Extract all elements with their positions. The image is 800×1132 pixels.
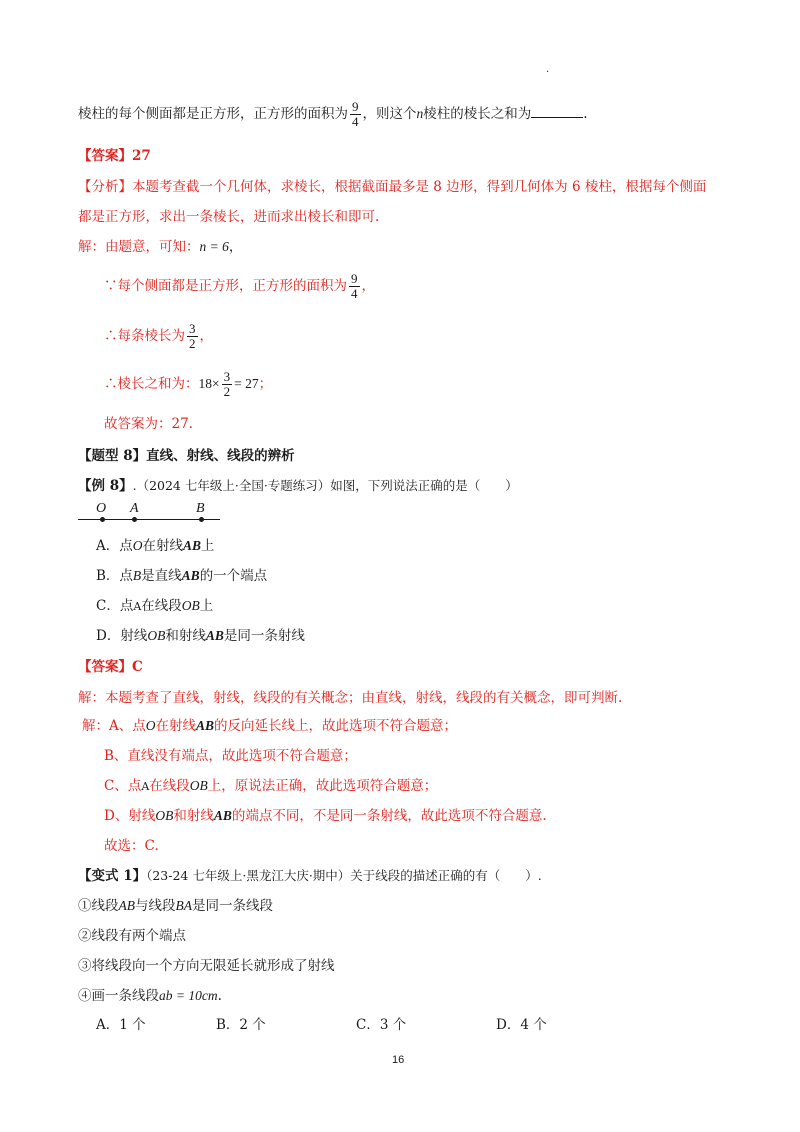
option-d: D．射线OB和射线AB是同一条射线	[96, 628, 305, 644]
answer-label: 【答案】27	[78, 148, 151, 164]
analysis-line-2: 都是正方形，求出一条棱长，进而求出棱长和即可.	[78, 209, 380, 225]
solution-step-2	[104, 318, 213, 354]
solution-2-c: C、点A在线段OB上，原说法正确，故此选项符合题意；	[104, 778, 438, 794]
example-8-question	[78, 476, 518, 496]
variant-text: （23-24 七年级上·黑龙江大庆·期中）关于线段的描述正确的有（ ）.	[146, 868, 542, 883]
line-figure	[78, 502, 228, 528]
fraction-9-4: $\frac{9}{4}$	[352, 99, 359, 129]
example-text: .（2024 七年级上·全国·专题练习）如图，下列说法正确的是（ ）	[132, 478, 518, 493]
question-end: .	[583, 106, 588, 122]
option-b: B．点B是直线AB的一个端点	[96, 568, 268, 584]
variant-label: 【变式 1】	[78, 868, 147, 884]
solution-step-3	[104, 366, 272, 402]
statement-3: ③将线段向一个方向无限延长就形成了射线	[78, 958, 335, 974]
step3-end: ；	[258, 376, 273, 392]
var-n: n	[416, 106, 424, 121]
solution-2-intro: 解：本题考查了直线，射线，线段的有关概念；由直线，射线，线段的有关概念，即可判断.	[78, 690, 623, 706]
option-c: C．点A在线段OB上	[96, 598, 214, 614]
statement-1: ①线段AB与线段BA是同一条线段	[78, 898, 273, 914]
step1-end: ，	[361, 278, 375, 294]
answer-blank	[531, 105, 583, 118]
variant-1-question	[78, 866, 542, 886]
solution-2-b: B、直线没有端点，故此选项不符合题意；	[104, 748, 357, 764]
fraction-9-4: $\frac{9}{4}$	[351, 271, 358, 301]
solution-2-final: 故选：C.	[104, 838, 159, 854]
sum-expression: 18× $\frac{3}{2}$ = 27	[198, 369, 259, 400]
question-tail	[78, 96, 588, 132]
question-text-mid: ，则这个	[362, 106, 417, 122]
top-mark: .	[546, 64, 550, 75]
step2-text: ∴每条棱长为	[104, 328, 185, 344]
point-a-dot	[132, 517, 137, 522]
analysis-line-1: 【分析】本题考查截一个几何体，求棱长，根据截面最多是 8 边形，得到几何体为 6 棱柱，根据每个侧面	[78, 179, 707, 195]
point-b-label: B	[196, 501, 205, 516]
choice-c: C．3 个	[356, 1017, 407, 1033]
solution-final: 故答案为：27.	[104, 416, 193, 432]
point-o-dot	[100, 517, 105, 522]
n-equation: n = 6	[199, 239, 229, 254]
step3-text: ∴棱长之和为：	[104, 376, 199, 392]
option-a: A．点O在射线AB上	[96, 538, 215, 554]
point-a-label: A	[130, 501, 139, 516]
choice-d: D．4 个	[496, 1017, 547, 1033]
question-text: 棱柱的每个侧面都是正方形，正方形的面积为	[78, 106, 348, 122]
section-title: 【题型 8】直线、射线、线段的辨析	[78, 448, 295, 464]
solution-intro-text: 解：由题意，可知：	[78, 239, 200, 255]
page-number: 16	[392, 1054, 405, 1066]
solution-intro	[78, 237, 242, 257]
fraction-3-2: $\frac{3}{2}$	[189, 321, 196, 351]
step2-end: ，	[199, 328, 213, 344]
comma: ，	[228, 239, 243, 255]
step1-text: ∵每个侧面都是正方形，正方形的面积为	[104, 278, 347, 294]
point-o-label: O	[96, 501, 107, 516]
choice-a: A．1 个	[96, 1017, 146, 1033]
example-label: 【例 8】	[78, 478, 133, 494]
statement-2: ②线段有两个端点	[78, 928, 186, 944]
answer-label-2: 【答案】C	[78, 659, 143, 675]
statement-4: ④画一条线段ab = 10cm.	[78, 988, 222, 1004]
solution-2-a: 解：A、点O在射线AB的反向延长线上，故此选项不符合题意；	[82, 718, 458, 734]
solution-2-d: D、射线OB和射线AB的端点不同，不是同一条射线，故此选项不符合题意.	[104, 808, 547, 824]
question-text-after: 棱柱的棱长之和为	[423, 106, 532, 122]
point-b-dot	[199, 517, 204, 522]
solution-step-1	[104, 268, 375, 304]
choice-b: B．2 个	[216, 1017, 266, 1033]
